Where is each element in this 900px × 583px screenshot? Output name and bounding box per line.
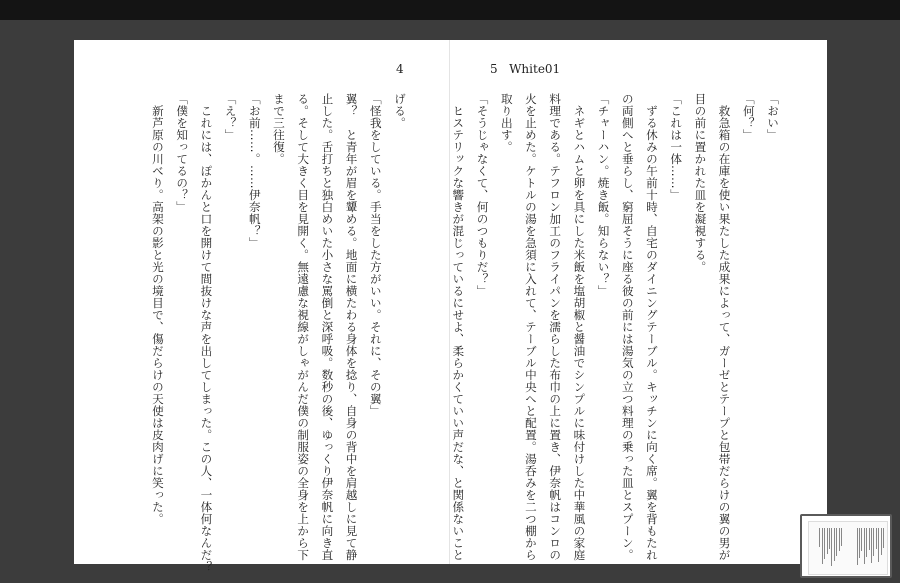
chapter-title: White01 [509,62,561,76]
text-line: 目の前に置かれた皿を凝視する。 [693,93,708,273]
thumbnail-line [829,528,830,549]
thumbnail-line [881,528,882,555]
thumbnail-line [819,528,820,547]
text-line: ネギとハムと卵を具にした米飯を塩胡椒と醤油でシンプルに味付けした中華風の家庭 [572,93,587,561]
left-page [74,40,450,573]
text-line: 「え？」 [223,93,238,141]
thumbnail-line [827,528,828,554]
text-line: げる。 [393,93,407,129]
thumbnail-line [883,528,884,548]
right-page-number: 5 [490,62,498,76]
text-line: これには、ぽかんと口を開けて間抜けな声を出してしまった。この人、一体何なんだ？ [199,93,214,573]
text-line: ヒステリックな響きが混じっているにせよ、柔らかくていい声だな、と関係ないこと [451,93,466,561]
text-line: まで三往復。 [271,93,286,165]
text-line: 「何？」 [741,93,756,141]
left-page-number: 4 [396,62,404,76]
top-toolbar [0,0,900,20]
thumbnail-line [841,528,842,546]
thumbnail-line [876,528,877,549]
thumbnail-line [869,528,870,550]
text-line: の両側へと垂らし、窮屈そうに座る彼の前には湯気の立つ料理の乗った皿とスプーン。 [620,93,635,561]
text-line: 「チャーハン。焼き飯。知らない？」 [596,93,611,297]
thumbnail-line [871,528,872,563]
text-line: 新芦原の川べり。高架の影と光の境目で、傷だらけの天使は皮肉げに笑った。 [150,93,165,525]
text-line: 「僕を知ってるの？」 [175,93,190,213]
right-page-body [446,93,785,561]
thumbnail-line [857,528,858,565]
thumbnail-line [878,528,879,562]
thumbnail-line [859,528,860,558]
thumbnail-line [836,528,837,556]
thumbnail-line [839,528,840,551]
page-thumbnail-navigator[interactable] [800,514,892,578]
text-line: 「これは一体……」 [669,93,684,201]
text-line: 「そうじゃなくて、何のつもりだ？」 [475,93,490,297]
thumbnail-line [861,528,862,551]
text-line: 「お前……。……伊奈帆？」 [247,93,262,249]
left-page-body [146,93,412,573]
text-line: ずる休みの午前十時、自宅のダイニングテーブル。キッチンに向く席。翼を背もたれ [644,93,659,561]
text-line: 止した。舌打ちと独白めいた小さな罵倒と深呼吸。数秒の後、ゆっくり伊奈帆に向き直 [320,93,335,561]
text-line: 料理である。テフロン加工のフライパンを濡らした布巾の上に置き、伊奈帆はコンロの [548,93,563,561]
page-thumbnail-icon [808,521,888,575]
text-line: 救急箱の在庫を使い果たした成果によって、ガーゼとテープと包帯だらけの翼の男が [717,93,732,561]
right-page-header [490,62,560,76]
thumbnail-line [822,528,823,564]
text-line: 取り出す。 [499,93,514,153]
text-line: 翼？ と青年が眉を顰める。地面に横たわる身体を捻り、自身の背中を肩越しに見て静 [344,93,359,561]
text-line: 「おい」 [766,93,780,141]
thumbnail-line [824,528,825,559]
text-line: 「怪我をしている。手当をした方がいい。それに、その翼」 [368,93,383,417]
thumbnail-line [866,528,867,557]
thumbnail-line [873,528,874,556]
thumbnail-line [831,528,832,566]
text-line: る。そして大きく目を見開く。無遠慮な視線がしゃがんだ僕の制服姿の全身を上から下 [296,93,311,561]
thumbnail-line [864,528,865,564]
thumbnail-line [834,528,835,561]
text-line: 火を止めた。ケトルの湯を急須に入れて、テーブル中央へと配置。湯呑みを二つ棚から [523,93,538,561]
right-page [450,40,827,564]
